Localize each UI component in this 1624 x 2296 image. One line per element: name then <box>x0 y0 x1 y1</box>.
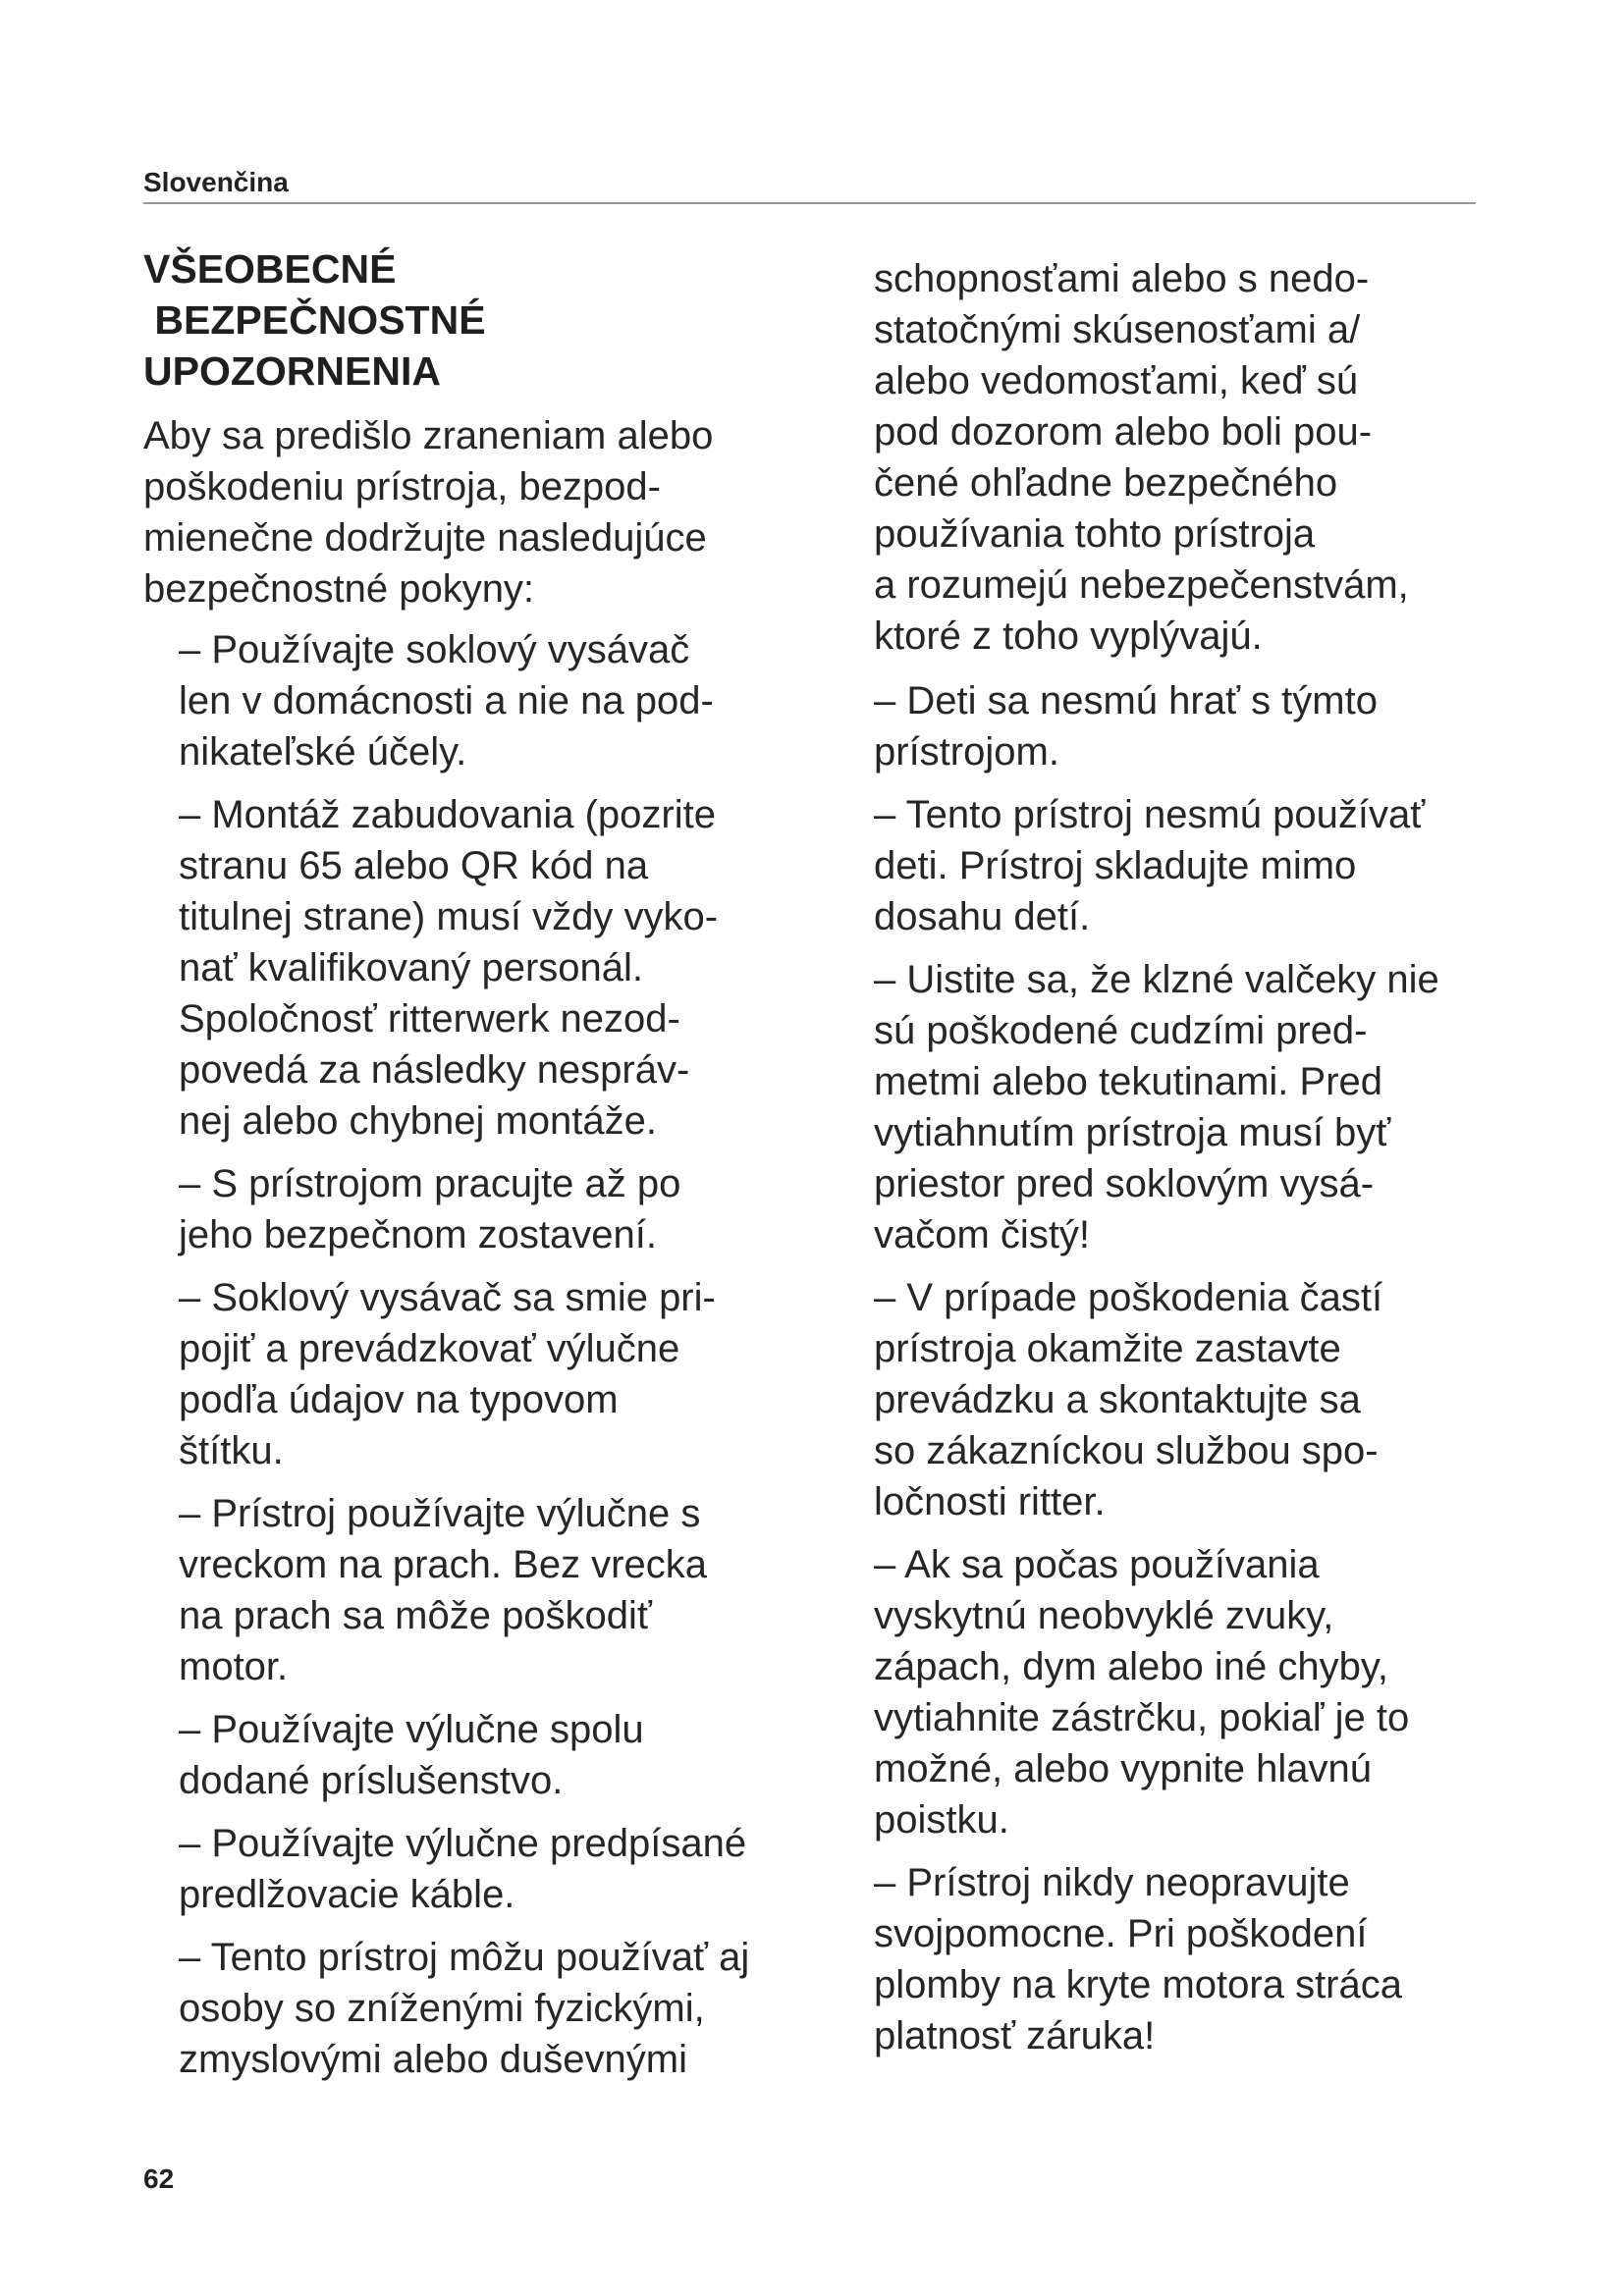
list-item <box>179 1818 840 1920</box>
list-item <box>874 1539 1522 1845</box>
list-item-text: – Soklový vysávač sa smie pri- pojiť a prevádzkovať výlučne podľa údajov na typovom štítku. <box>179 1276 716 1472</box>
page-number: 62 <box>143 2163 175 2194</box>
list-item-text: – Používajte výlučne predpísané predlžovacie káble. <box>179 1822 747 1916</box>
list-item <box>179 1932 840 2085</box>
safety-list-left <box>179 624 840 2085</box>
list-item <box>179 1272 840 1476</box>
list-item <box>874 1857 1522 2061</box>
list-item-text: – Prístroj nikdy neopravujte svojpomocne. Pri poškodení plomby na kryte motora stráca platnosť záruka! <box>874 1861 1402 2057</box>
list-item-text: – Ak sa počas používania vyskytnú neobvyklé zvuky, zápach, dym alebo iné chyby, vytiahnite zástrčku, pokiaľ je to možné, alebo vypnite hlavnú poistku. <box>874 1543 1410 1842</box>
list-item-text: – Uistite sa, že klzné valčeky nie sú poškodené cudzími pred- metmi alebo tekutinami. Pred vytiahnutím prístroja musí byť priestor pred soklovým vysá- vačom čistý! <box>874 958 1439 1256</box>
list-item-text: – Tento prístroj nesmú používať deti. Prístroj skladujte mimo dosahu detí. <box>874 793 1426 938</box>
heading-line: UPOZORNENIA <box>143 348 441 394</box>
section-heading <box>143 243 840 397</box>
left-column <box>143 243 840 2097</box>
list-item-text: – S prístrojom pracujte až po jeho bezpečnom zostavení. <box>179 1162 681 1256</box>
list-item <box>179 789 840 1147</box>
list-item <box>874 675 1522 777</box>
intro-paragraph: Aby sa predišlo zraneniam alebo poškodeniu prístroja, bezpod- mienečne dodržujte nasledujúce bezpečnostné pokyny: <box>143 414 714 611</box>
list-item-text: – Prístroj používajte výlučne s vreckom na prach. Bez vrecka na prach sa môže poškodiť motor. <box>179 1492 707 1688</box>
list-item <box>874 789 1522 942</box>
list-item-text: – Deti sa nesmú hrať s týmto prístrojom. <box>874 679 1378 774</box>
list-item-text: – Používajte výlučne spolu dodané príslušenstvo. <box>179 1708 644 1802</box>
list-item <box>179 1158 840 1260</box>
list-item <box>179 1704 840 1806</box>
list-item-text: – V prípade poškodenia častí prístroja okamžite zastavte prevádzku a skontaktujte sa so zákazníckou službou spo- ločnosti ritter. <box>874 1276 1383 1523</box>
safety-list-right <box>874 675 1522 2061</box>
list-item <box>179 624 840 777</box>
list-item <box>874 954 1522 1260</box>
list-item <box>179 1488 840 1692</box>
heading-line: BEZPEČNOSTNÉ <box>143 297 486 343</box>
list-item-text: – Montáž zabudovania (pozrite stranu 65 alebo QR kód na titulnej strane) musí vždy vyko- nať kvalifikovaný personál. Spoločnosť ritterwerk nezod- povedá za následky nespráv- nej alebo chybnej montáže. <box>179 793 719 1143</box>
right-column <box>874 253 1522 2073</box>
header-divider <box>143 202 1476 204</box>
continued-paragraph: schopnosťami alebo s nedo- statočnými skúsenosťami a/ alebo vedomosťami, keď sú pod dozorom alebo boli pou- čené ohľadne bezpečného používania tohto prístroja a rozumejú nebezpečenstvám, ktoré z toho vyplývajú. <box>874 257 1409 658</box>
list-item <box>874 1272 1522 1527</box>
list-item-text: – Používajte soklový vysávač len v domácnosti a nie na pod- nikateľské účely. <box>179 628 714 774</box>
page-language-label: Slovenčina <box>143 167 289 197</box>
list-item-text: – Tento prístroj môžu používať aj osoby so zníženými fyzickými, zmyslovými alebo duševnými <box>179 1936 750 2081</box>
heading-line: VŠEOBECNÉ <box>143 246 397 292</box>
